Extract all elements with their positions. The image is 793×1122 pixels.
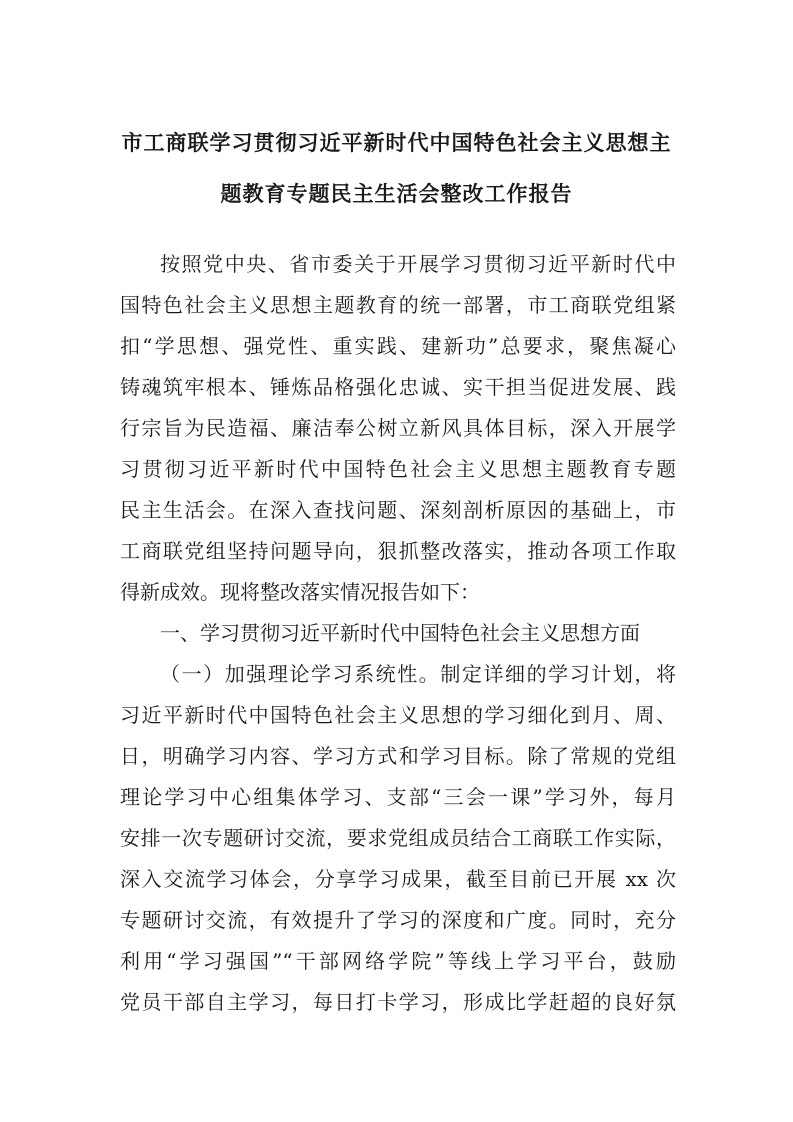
body-line: 工商联党组坚持问题导向，狠抓整改落实，推动各项工作取 [120, 539, 676, 563]
body-line: 习贯彻习近平新时代中国特色社会主义思想主题教育专题 [120, 457, 676, 481]
body-line: 得新成效。现将整改落实情况报告如下： [120, 580, 480, 604]
body-line: 深入交流学习体会，分享学习成果，截至目前已开展 xx 次 [120, 867, 676, 891]
body-line: 理论学习中心组集体学习、支部“三会一课”学习外，每月 [120, 785, 676, 809]
section-heading: 一、学习贯彻习近平新时代中国特色社会主义思想方面 [160, 621, 640, 645]
body-line: 日，明确学习内容、学习方式和学习目标。除了常规的党组 [120, 744, 676, 768]
body-line: 铸魂筑牢根本、锤炼品格强化忠诚、实干担当促进发展、践 [120, 375, 676, 399]
document-title-line-1: 市工商联学习贯彻习近平新时代中国特色社会主义思想主 [121, 131, 672, 155]
body-line: 按照党中央、省市委关于开展学习贯彻习近平新时代中 [160, 252, 676, 276]
body-line: 民主生活会。在深入查找问题、深刻剖析原因的基础上，市 [120, 498, 676, 522]
body-line: 行宗旨为民造福、廉洁奉公树立新风具体目标，深入开展学 [120, 416, 676, 440]
body-line: 专题研讨交流，有效提升了学习的深度和广度。同时，充分 [120, 908, 676, 932]
body-line: 国特色社会主义思想主题教育的统一部署，市工商联党组紧 [120, 293, 676, 317]
body-line: 习近平新时代中国特色社会主义思想的学习细化到月、周、 [120, 703, 676, 727]
body-line: 安排一次专题研讨交流，要求党组成员结合工商联工作实际， [120, 826, 676, 850]
body-line: 扣“学思想、强党性、重实践、建新功”总要求，聚焦凝心 [120, 334, 676, 358]
body-line: 利用“学习强国”“干部网络学院”等线上学习平台，鼓励 [120, 949, 676, 973]
body-line: 党员干部自主学习，每日打卡学习，形成比学赶超的良好氛 [120, 990, 676, 1014]
body-line: （一）加强理论学习系统性。制定详细的学习计划，将 [160, 662, 676, 686]
document-title-line-2: 题教育专题民主生活会整改工作报告 [220, 182, 573, 206]
